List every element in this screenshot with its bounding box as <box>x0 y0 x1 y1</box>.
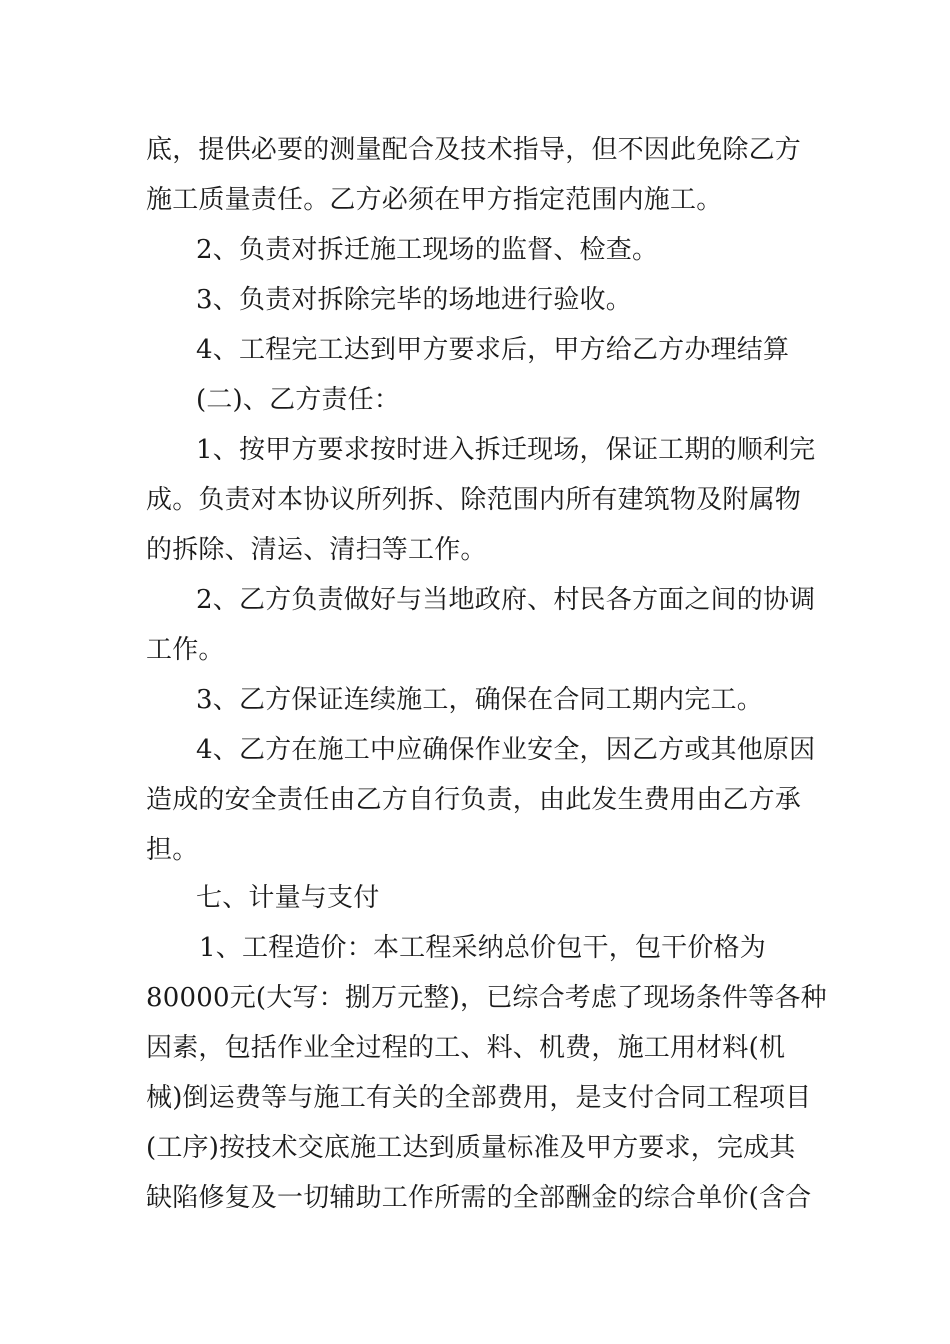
text-line: 因素，包括作业全过程的工、料、机费，施工用材料(机 <box>146 1033 786 1063</box>
text-line: 1、按甲方要求按时进入拆迁现场，保证工期的顺利完 <box>196 435 816 465</box>
text-line: 成。负责对本协议所列拆、除范围内所有建筑物及附属物 <box>146 485 802 515</box>
text-line: 缺陷修复及一切辅助工作所需的全部酬金的综合单价(含合 <box>146 1183 812 1213</box>
text-line: 4、工程完工达到甲方要求后，甲方给乙方办理结算 <box>196 335 790 365</box>
text-line: 1、工程造价：本工程采纳总价包干，包干价格为 <box>199 933 766 963</box>
text-line: 施工质量责任。乙方必须在甲方指定范围内施工。 <box>146 185 723 215</box>
text-line: 4、乙方在施工中应确保作业安全，因乙方或其他原因 <box>196 735 816 765</box>
text-line: 担。 <box>146 835 199 865</box>
text-line: 80000元(大写：捌万元整)，已综合考虑了现场条件等各种 <box>146 983 827 1013</box>
text-line: 工作。 <box>146 635 225 665</box>
section-heading: (二)、乙方责任： <box>196 385 401 415</box>
text-line: 械)倒运费等与施工有关的全部费用，是支付合同工程项目 <box>146 1083 812 1113</box>
section-heading: 七、计量与支付 <box>196 883 380 913</box>
text-line: 3、负责对拆除完毕的场地进行验收。 <box>196 285 632 315</box>
text-line: (工序)按技术交底施工达到质量标准及甲方要求，完成其 <box>146 1133 796 1163</box>
text-line: 2、乙方负责做好与当地政府、村民各方面之间的协调 <box>196 585 816 615</box>
text-line: 造成的安全责任由乙方自行负责，由此发生费用由乙方承 <box>146 785 802 815</box>
text-line: 2、负责对拆迁施工现场的监督、检查。 <box>196 235 659 265</box>
text-line: 的拆除、清运、清扫等工作。 <box>146 535 487 565</box>
text-line: 底，提供必要的测量配合及技术指导，但不因此免除乙方 <box>146 135 802 165</box>
text-line: 3、乙方保证连续施工，确保在合同工期内完工。 <box>196 685 763 715</box>
